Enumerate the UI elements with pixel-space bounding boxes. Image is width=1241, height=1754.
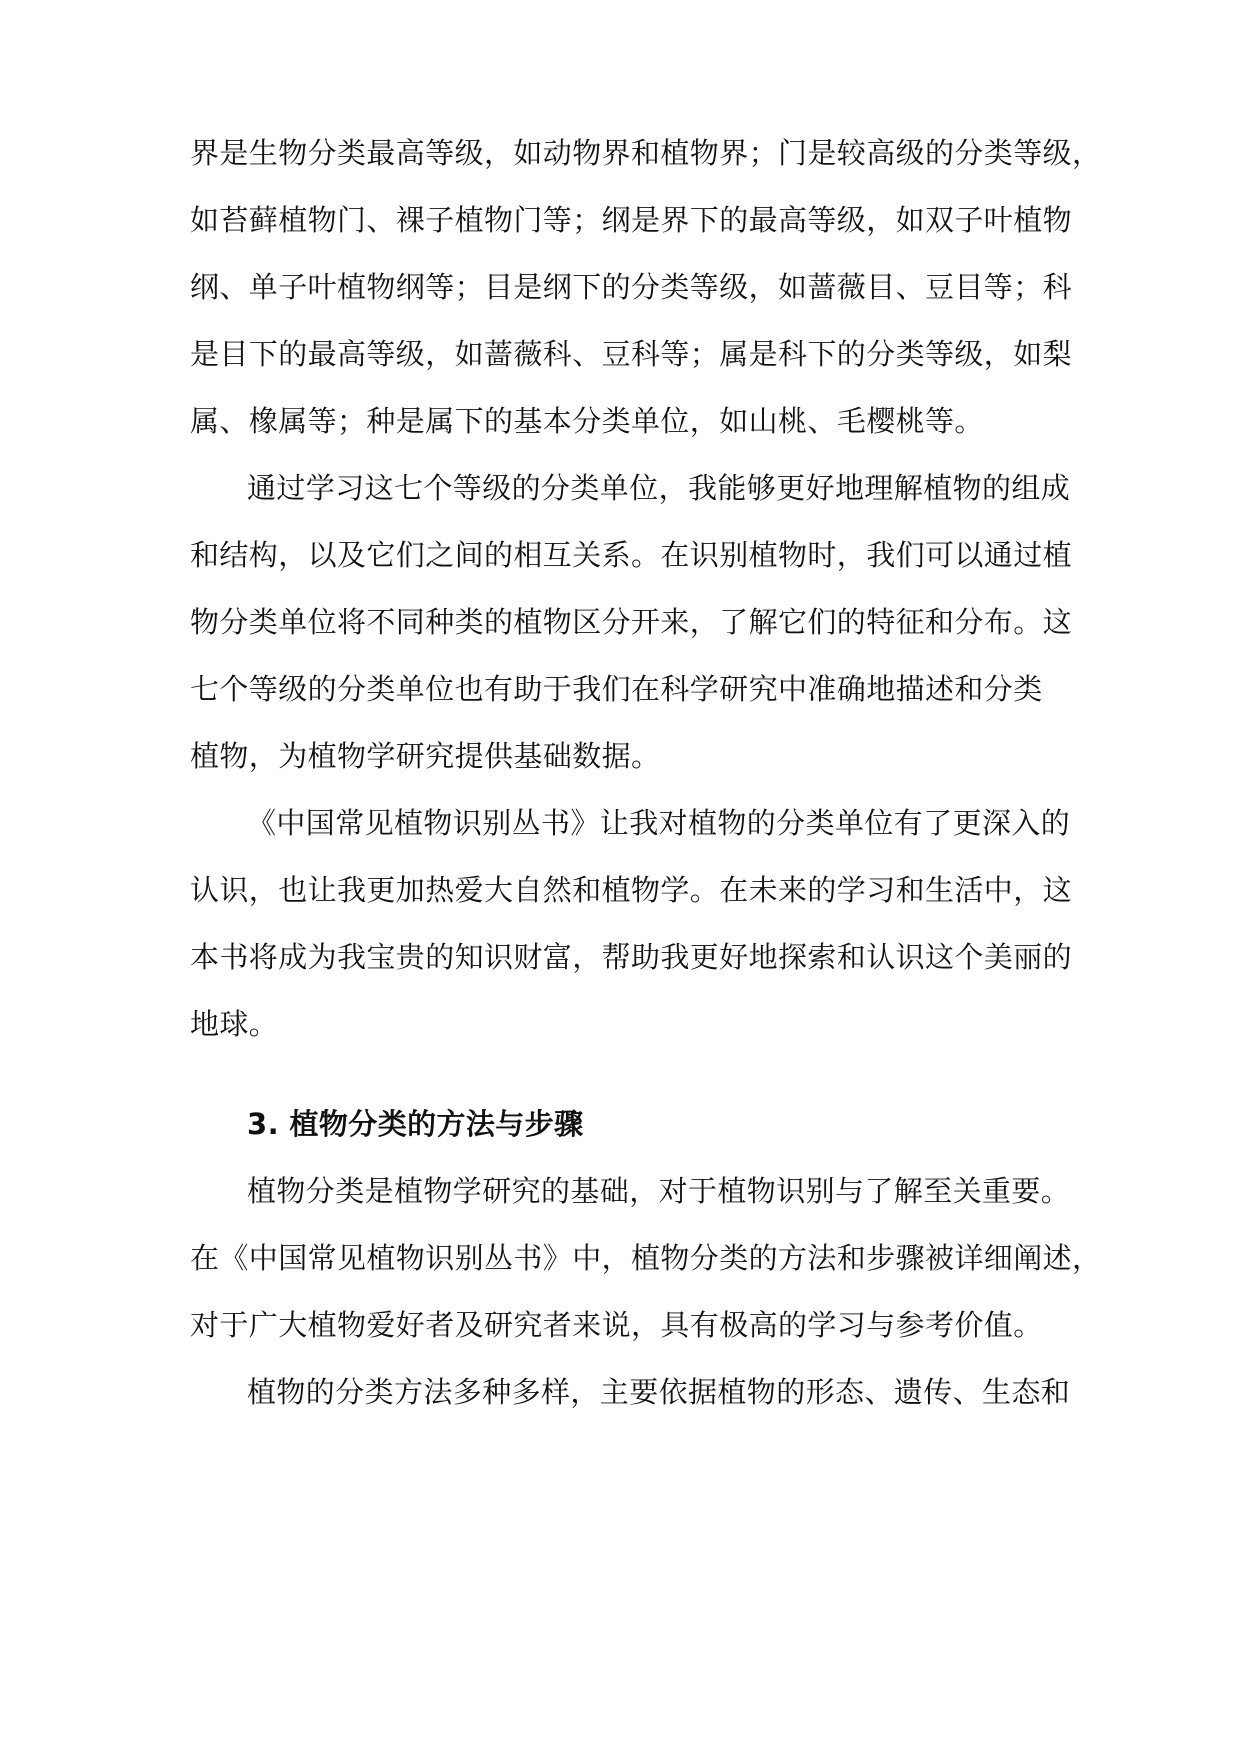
paragraph-line: 纲、单子叶植物纲等；目是纲下的分类等级，如蔷薇目、豆目等；科 — [190, 270, 1073, 304]
paragraph-line: 认识，也让我更加热爱大自然和植物学。在未来的学习和生活中，这 — [190, 873, 1073, 907]
paragraph-line: 和结构，以及它们之间的相互关系。在识别植物时，我们可以通过植 — [190, 538, 1073, 572]
paragraph-line: 植物分类是植物学研究的基础，对于植物识别与了解至关重要。 — [247, 1174, 1071, 1208]
paragraph-line: 物分类单位将不同种类的植物区分开来，了解它们的特征和分布。这 — [190, 605, 1073, 639]
paragraph-line: 七个等级的分类单位也有助于我们在科学研究中准确地描述和分类 — [190, 672, 1043, 706]
paragraph-line: 植物的分类方法多种多样，主要依据植物的形态、遗传、生态和 — [247, 1375, 1071, 1409]
paragraph-line: 如苔藓植物门、裸子植物门等；纲是界下的最高等级，如双子叶植物 — [190, 203, 1073, 237]
paragraph-line: 地球。 — [190, 1007, 279, 1041]
paragraph-line: 对于广大植物爱好者及研究者来说，具有极高的学习与参考价值。 — [190, 1308, 1043, 1342]
paragraph-line: 界是生物分类最高等级，如动物界和植物界；门是较高级的分类等级， — [190, 136, 1102, 170]
paragraph-line: 是目下的最高等级，如蔷薇科、豆科等；属是科下的分类等级，如梨 — [190, 337, 1073, 371]
paragraph-line: 植物，为植物学研究提供基础数据。 — [190, 739, 661, 773]
paragraph-line: 通过学习这七个等级的分类单位，我能够更好地理解植物的组成 — [247, 471, 1071, 505]
paragraph-line: 本书将成为我宝贵的知识财富，帮助我更好地探索和认识这个美丽的 — [190, 940, 1073, 974]
paragraph-line: 在《中国常见植物识别丛书》中，植物分类的方法和步骤被详细阐述， — [190, 1241, 1102, 1275]
section-heading: 3. 植物分类的方法与步骤 — [247, 1107, 584, 1141]
paragraph-line: 《中国常见植物识别丛书》让我对植物的分类单位有了更深入的 — [247, 806, 1071, 840]
paragraph-line: 属、橡属等；种是属下的基本分类单位，如山桃、毛樱桃等。 — [190, 404, 984, 438]
